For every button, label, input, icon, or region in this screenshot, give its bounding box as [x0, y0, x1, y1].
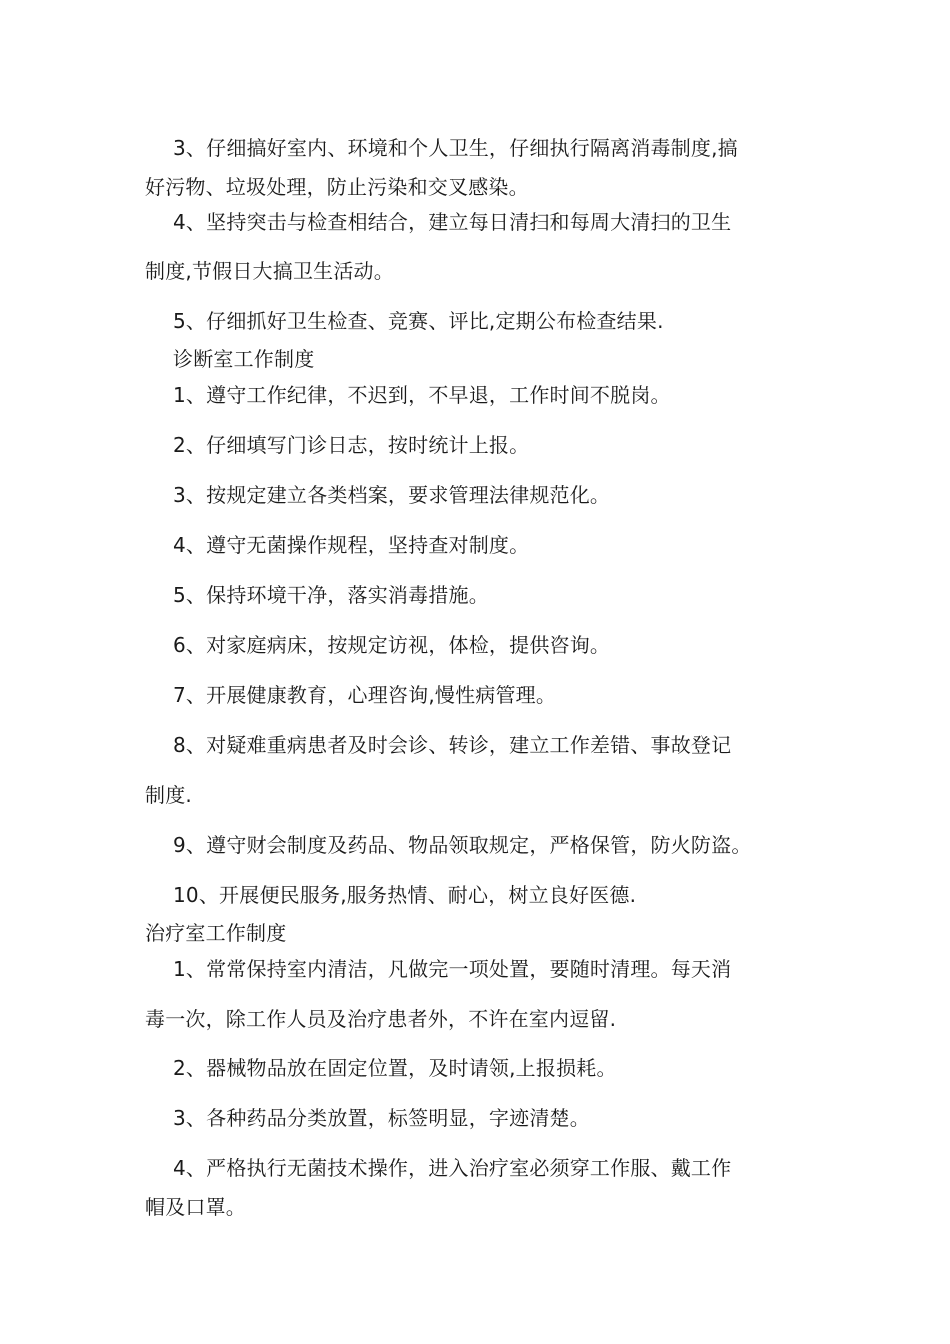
paragraph-line: 好污物、垃圾处理，防止污染和交叉感染。 [145, 175, 529, 199]
paragraph-line: 1、遵守工作纪律，不迟到，不早退，工作时间不脱岗。 [173, 383, 671, 407]
paragraph-line: 5、仔细抓好卫生检查、竞赛、评比,定期公布检查结果. [173, 309, 664, 333]
paragraph-line: 4、严格执行无菌技术操作，进入治疗室必须穿工作服、戴工作 [173, 1156, 732, 1180]
paragraph-line: 4、坚持突击与检查相结合，建立每日清扫和每周大清扫的卫生 [173, 210, 732, 234]
section-heading: 诊断室工作制度 [173, 347, 315, 371]
paragraph-line: 10、开展便民服务,服务热情、耐心，树立良好医德. [173, 883, 637, 907]
paragraph-line: 2、仔细填写门诊日志，按时统计上报。 [173, 433, 530, 457]
paragraph-line: 4、遵守无菌操作规程，坚持查对制度。 [173, 533, 530, 557]
paragraph-line: 6、对家庭病床，按规定访视，体检，提供咨询。 [173, 633, 611, 657]
paragraph-line: 3、按规定建立各类档案，要求管理法律规范化。 [173, 483, 611, 507]
paragraph-line: 帽及口罩。 [145, 1195, 246, 1219]
paragraph-line: 8、对疑难重病患者及时会诊、转诊，建立工作差错、事故登记 [173, 733, 732, 757]
paragraph-line: 制度,节假日大搞卫生活动。 [145, 259, 394, 283]
section-heading: 治疗室工作制度 [145, 921, 287, 945]
paragraph-line: 毒一次，除工作人员及治疗患者外，不许在室内逗留. [145, 1007, 617, 1031]
paragraph-line: 7、开展健康教育，心理咨询,慢性病管理。 [173, 683, 557, 707]
paragraph-line: 9、遵守财会制度及药品、物品领取规定，严格保管，防火防盗。 [173, 833, 752, 857]
paragraph-line: 3、各种药品分类放置，标签明显，字迹清楚。 [173, 1106, 590, 1130]
paragraph-line: 3、仔细搞好室内、环境和个人卫生，仔细执行隔离消毒制度,搞 [173, 136, 738, 160]
paragraph-line: 2、器械物品放在固定位置，及时请领,上报损耗。 [173, 1056, 617, 1080]
paragraph-line: 制度. [145, 783, 192, 807]
paragraph-line: 5、保持环境干净，落实消毒措施。 [173, 583, 489, 607]
paragraph-line: 1、常常保持室内清洁，凡做完一项处置，要随时清理。每天消 [173, 957, 732, 981]
